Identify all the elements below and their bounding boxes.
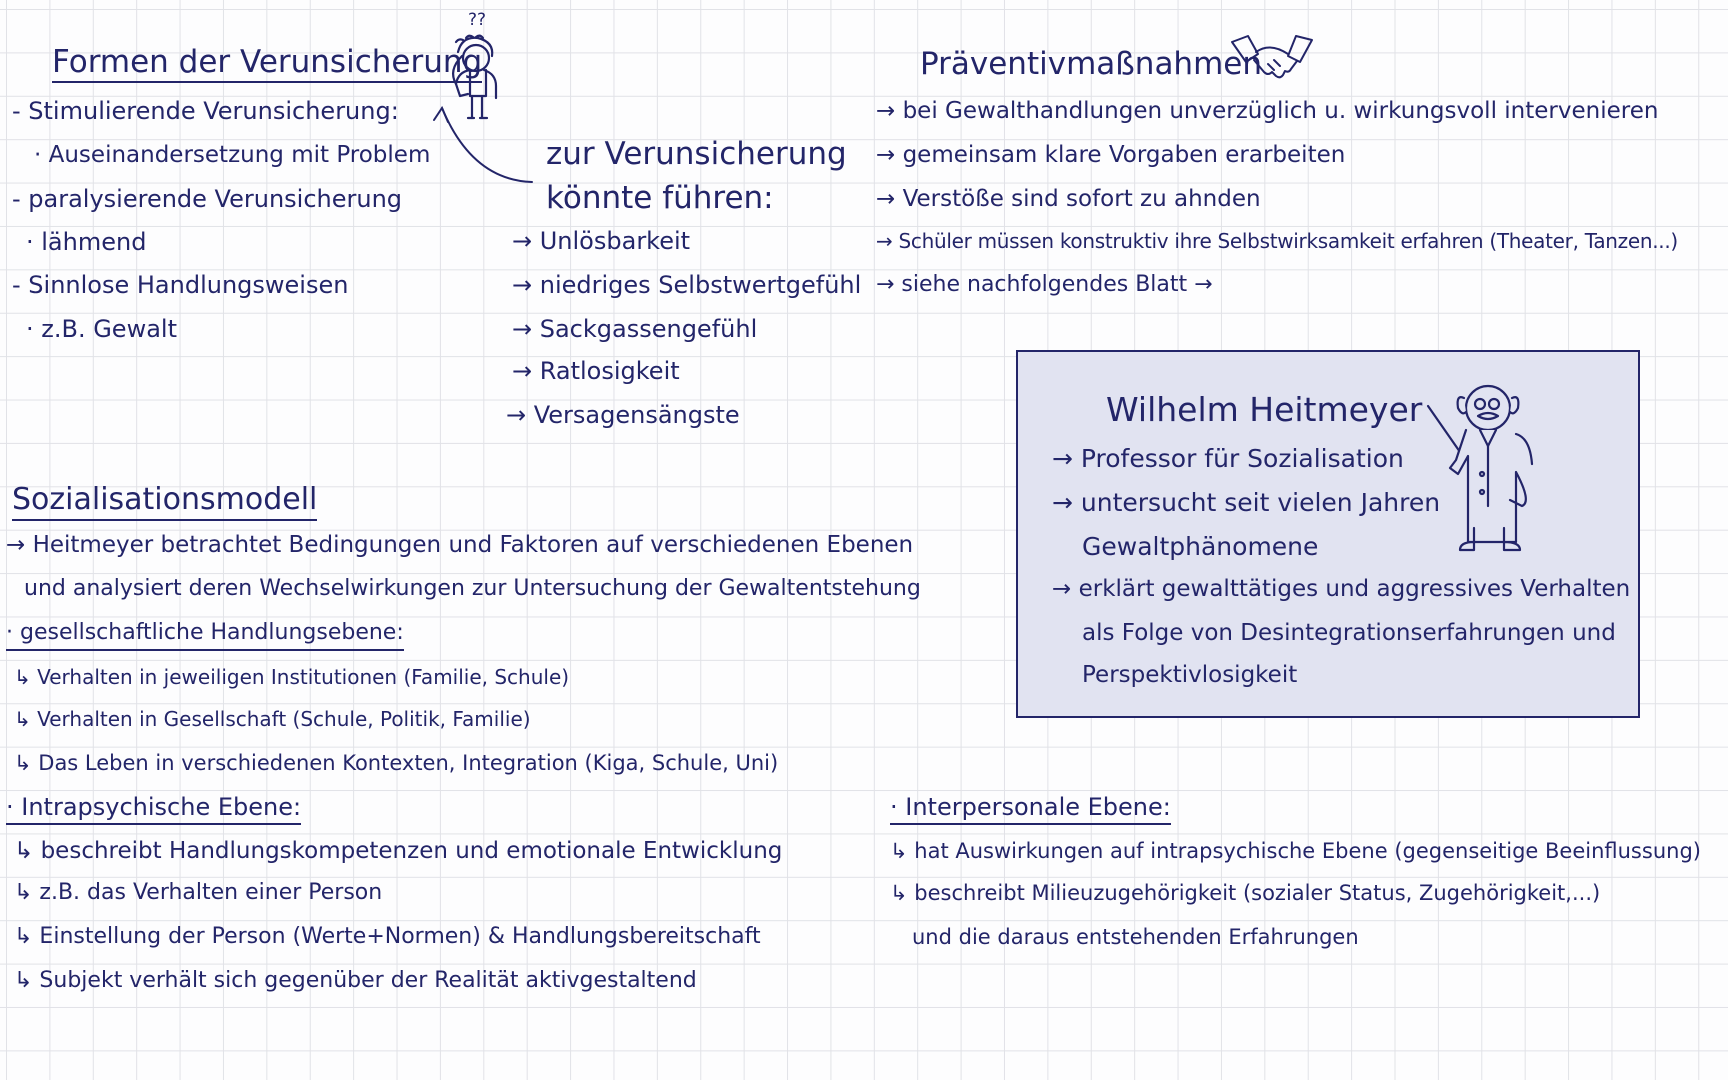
forms-item: · z.B. Gewalt [26,315,177,343]
forms-title: Formen der Verunsicherung [52,44,482,83]
interpersonal-item: und die daraus entstehenden Erfahrungen [912,925,1359,949]
interpersonal-item: ↳ hat Auswirkungen auf intrapsychische Ebene (gegenseitige Beeinflussung) [890,839,1701,863]
intrapsychic-item: ↳ Subjekt verhält sich gegenüber der Realität aktivgestaltend [14,968,697,993]
handshake-icon [1230,34,1314,84]
prevention-item: → siehe nachfolgendes Blatt → [876,272,1213,297]
heitmeyer-name: Wilhelm Heitmeyer [1106,390,1423,429]
consequence-item: → Versagensängste [506,401,740,429]
model-intro: und analysiert deren Wechselwirkungen zur Untersuchung der Gewaltentstehung [24,576,921,601]
prevention-item: → Verstöße sind sofort zu ahnden [876,186,1261,212]
heitmeyer-line: → Professor für Sozialisation [1052,444,1404,473]
interpersonal-item: ↳ beschreibt Milieuzugehörigkeit (sozialer Status, Zugehörigkeit,...) [890,881,1601,905]
consequences-title: zur Verunsicherung [546,136,847,172]
prevention-title: Präventivmaßnahmen [920,46,1262,82]
intrapsychic-title: · Intrapsychische Ebene: [6,792,301,825]
intrapsychic-item: ↳ beschreibt Handlungskompetenzen und emotionale Entwicklung [14,838,783,864]
consequences-title: könnte führen: [546,180,774,216]
interpersonal-title: · Interpersonale Ebene: [890,792,1171,825]
professor-icon [1424,378,1574,560]
model-intro: → Heitmeyer betrachtet Bedingungen und Faktoren auf verschiedenen Ebenen [6,532,914,558]
societal-item: ↳ Verhalten in jeweiligen Institutionen (Familie, Schule) [14,665,570,689]
forms-item: - Stimulierende Verunsicherung: [12,97,399,125]
societal-title: · gesellschaftliche Handlungsebene: [6,618,404,651]
consequence-item: → niedriges Selbstwertgefühl [512,271,862,299]
heitmeyer-line: Gewaltphänomene [1082,532,1319,561]
prevention-item: → bei Gewalthandlungen unverzüglich u. wirkungsvoll intervenieren [876,98,1659,124]
heitmeyer-line: Perspektivlosigkeit [1082,662,1298,688]
forms-item: · lähmend [26,228,147,256]
societal-item: ↳ Das Leben in verschiedenen Kontexten, Integration (Kiga, Schule, Uni) [14,751,779,775]
heitmeyer-line: → untersucht seit vielen Jahren [1052,488,1441,517]
question-marks: ?? [468,10,487,30]
prevention-item: → Schüler müssen konstruktiv ihre Selbstwirksamkeit erfahren (Theater, Tanzen...) [876,229,1678,253]
societal-item: ↳ Verhalten in Gesellschaft (Schule, Politik, Familie) [14,707,531,731]
consequence-item: → Ratlosigkeit [512,357,680,385]
forms-item: - Sinnlose Handlungsweisen [12,271,349,299]
heitmeyer-line: als Folge von Desintegrationserfahrungen und [1082,620,1616,646]
consequence-item: → Sackgassengefühl [512,315,758,343]
curved-arrow-icon [420,100,540,190]
heitmeyer-line: → erklärt gewalttätiges und aggressives Verhalten [1052,576,1631,602]
intrapsychic-item: ↳ Einstellung der Person (Werte+Normen) & Handlungsbereitschaft [14,924,761,949]
consequence-item: → Unlösbarkeit [512,227,691,255]
model-title: Sozialisationsmodell [12,482,317,521]
forms-item: · Auseinandersetzung mit Problem [34,142,431,168]
forms-item: - paralysierende Verunsicherung [12,185,403,213]
prevention-item: → gemeinsam klare Vorgaben erarbeiten [876,142,1346,168]
intrapsychic-item: ↳ z.B. das Verhalten einer Person [14,880,383,905]
